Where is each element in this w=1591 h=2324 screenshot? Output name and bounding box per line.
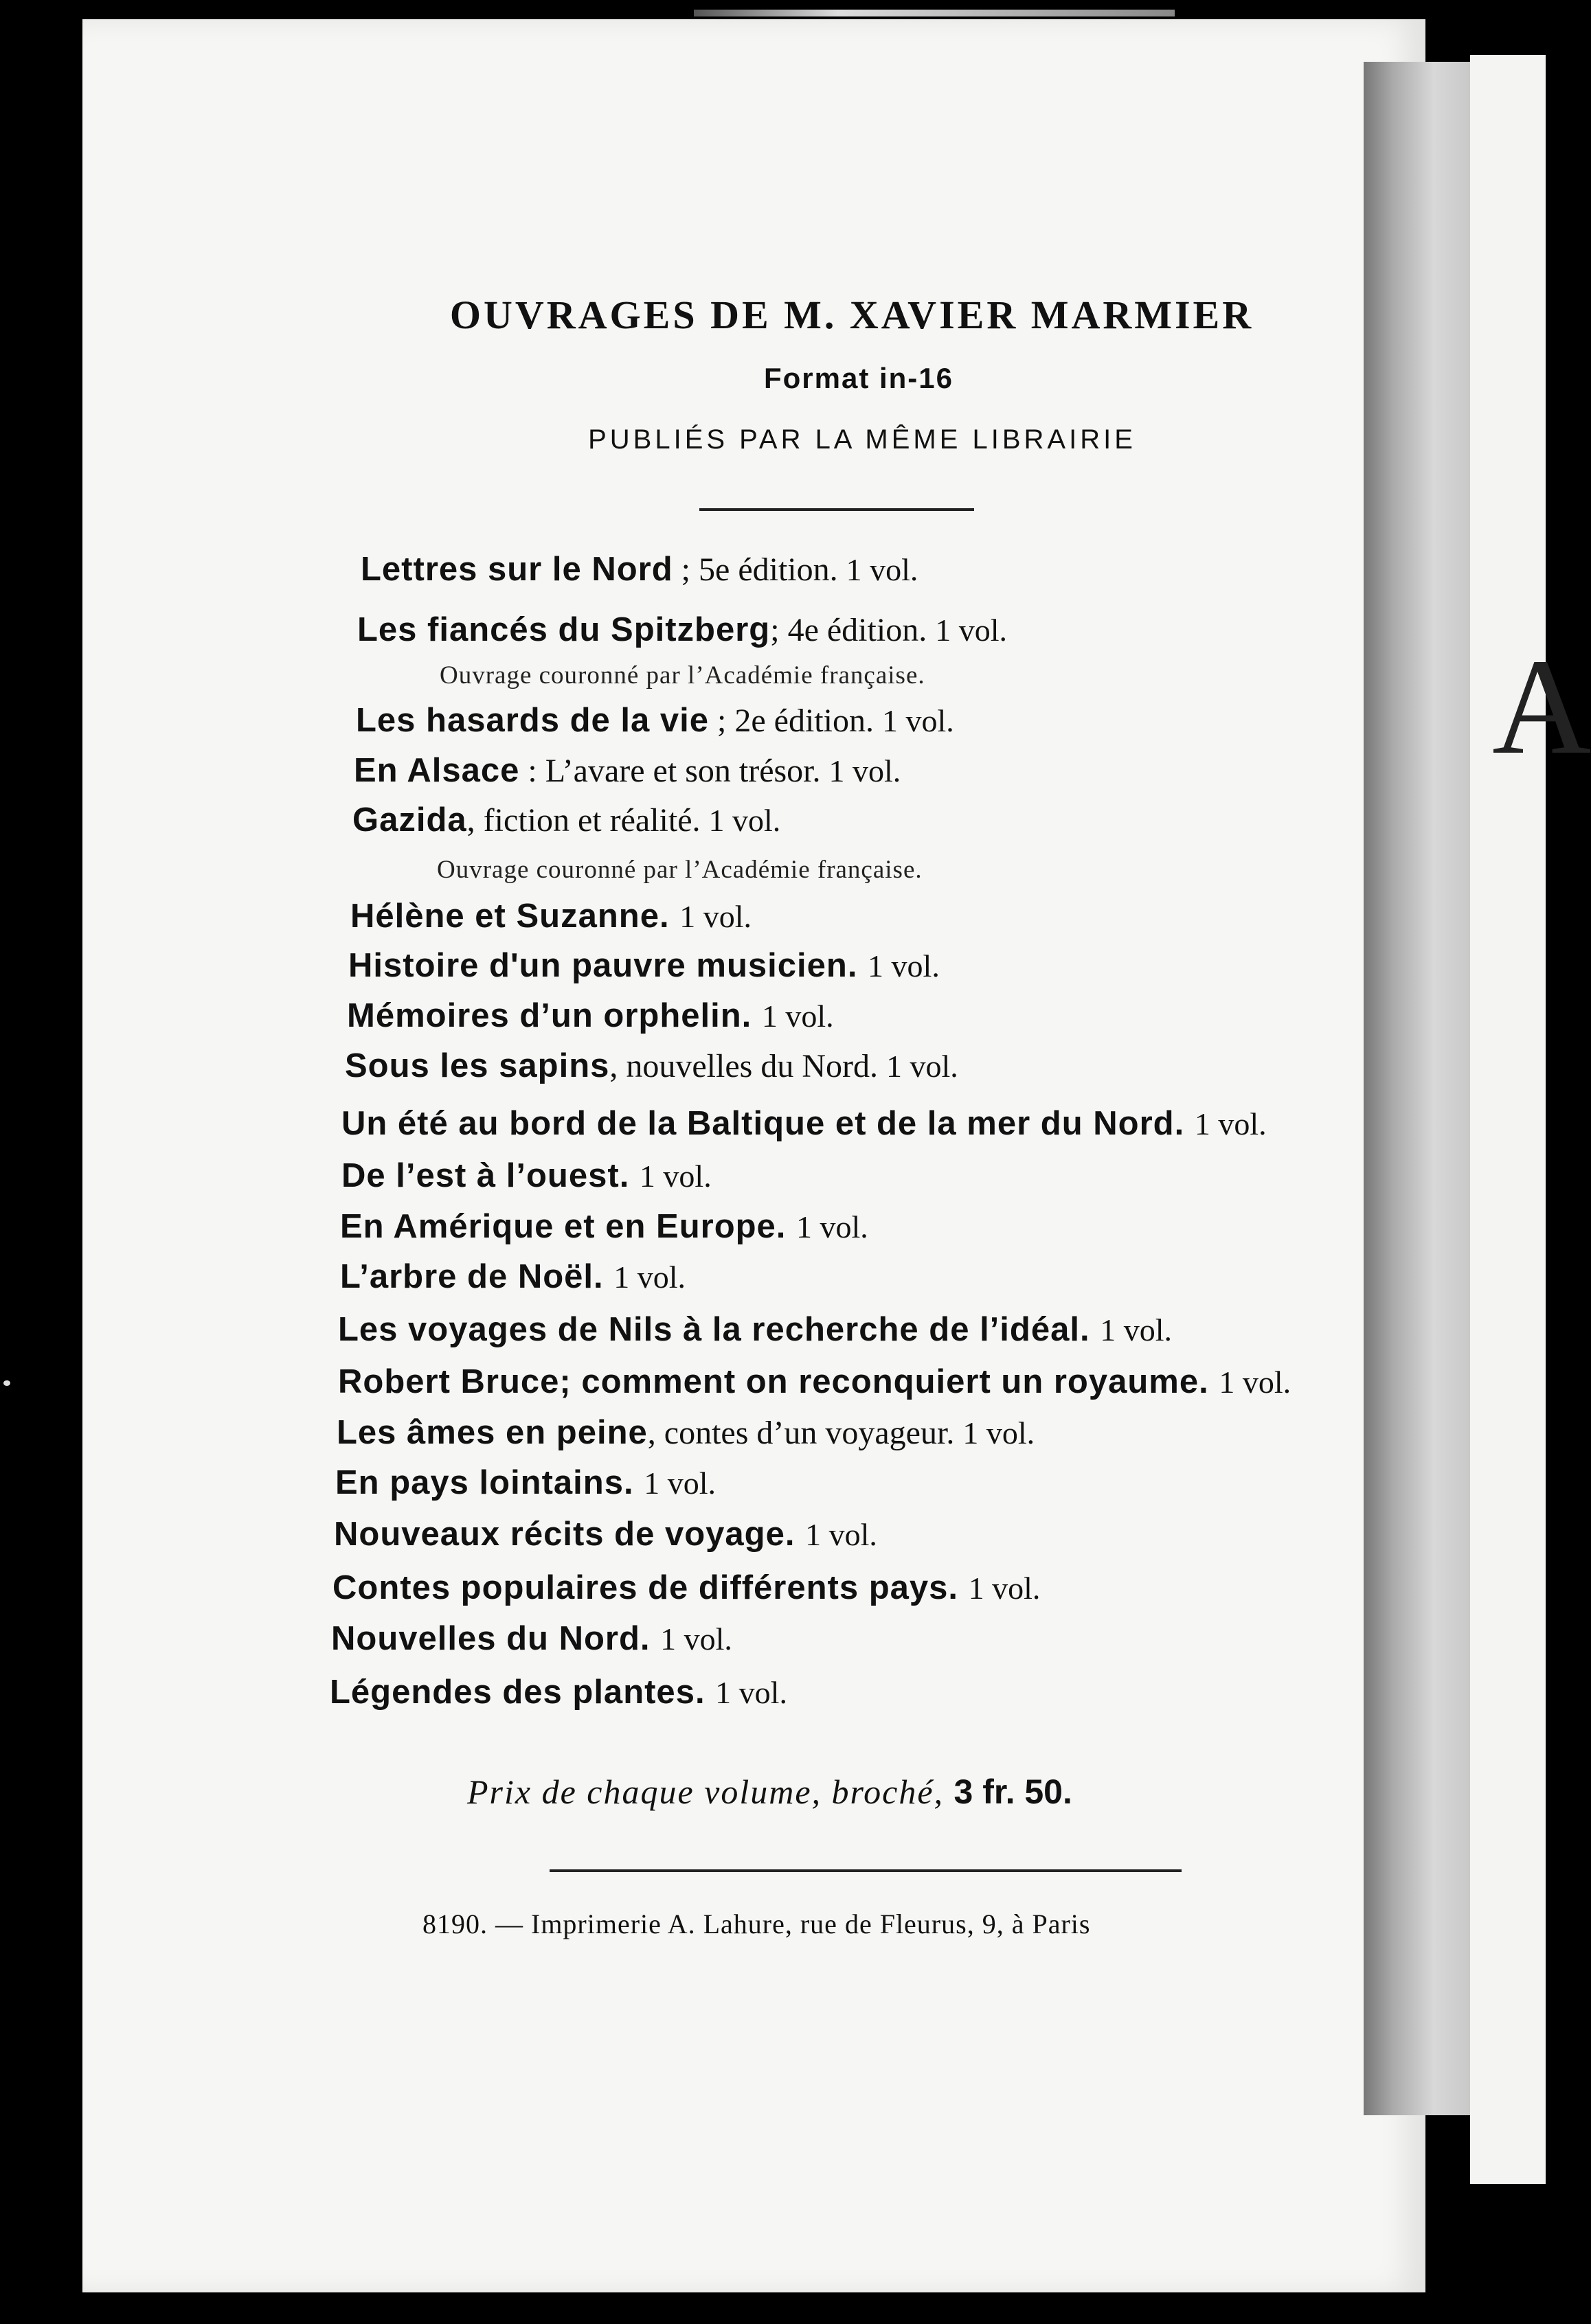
book-entry: Gazida, fiction et réalité. 1 vol. bbox=[352, 801, 781, 839]
book-entry: Hélène et Suzanne. 1 vol. bbox=[350, 898, 752, 935]
publisher-line: PUBLIÉS PAR LA MÊME LIBRAIRIE bbox=[588, 424, 1136, 455]
book-entry: Légendes des plantes. 1 vol. bbox=[330, 1674, 787, 1711]
book-entry: Nouvelles du Nord. 1 vol. bbox=[331, 1620, 732, 1657]
book-entry: Les âmes en peine, contes d’un voyageur. 1 vol. bbox=[337, 1414, 1035, 1451]
award-note: Ouvrage couronné par l’Académie française. bbox=[437, 856, 923, 884]
next-page-strip bbox=[1470, 55, 1546, 2184]
book-entry: En Alsace : L’avare et son trésor. 1 vol. bbox=[354, 752, 901, 789]
book-entry: Un été au bord de la Baltique et de la mer du Nord. 1 vol. bbox=[341, 1105, 1267, 1142]
price-amount: 3 fr. 50. bbox=[954, 1773, 1072, 1811]
award-note: Ouvrage couronné par l’Académie française. bbox=[440, 661, 925, 690]
scan-speck bbox=[3, 1380, 10, 1386]
printer-imprint: 8190. — Imprimerie A. Lahure, rue de Fleurus, 9, à Paris bbox=[422, 1909, 1091, 1939]
book-entry: Robert Bruce; comment on reconquiert un royaume. 1 vol. bbox=[338, 1363, 1291, 1400]
next-page-glyph: A bbox=[1492, 631, 1591, 783]
format-line: Format in-16 bbox=[763, 362, 954, 394]
catalog-title: OUVRAGES DE M. XAVIER MARMIER bbox=[449, 293, 1254, 337]
top-edge-shadow bbox=[694, 10, 1175, 16]
book-entry: Les voyages de Nils à la recherche de l’idéal. 1 vol. bbox=[338, 1311, 1172, 1348]
book-entry: Histoire d'un pauvre musicien. 1 vol. bbox=[348, 947, 940, 984]
book-entry: Contes populaires de différents pays. 1 vol. bbox=[332, 1569, 1041, 1606]
book-entry: Nouveaux récits de voyage. 1 vol. bbox=[334, 1516, 877, 1553]
book-entry: L’arbre de Noël. 1 vol. bbox=[340, 1258, 686, 1295]
book-entry: Lettres sur le Nord ; 5e édition. 1 vol. bbox=[361, 551, 918, 588]
price-line bbox=[467, 1772, 1072, 1812]
footer-divider bbox=[550, 1869, 1182, 1872]
book-entry: De l’est à l’ouest. 1 vol. bbox=[341, 1157, 712, 1194]
book-entry: En Amérique et en Europe. 1 vol. bbox=[340, 1208, 868, 1245]
price-label: Prix de chaque volume, broché, bbox=[467, 1773, 954, 1811]
page-edge-shadow bbox=[1364, 62, 1480, 2115]
header-divider bbox=[699, 508, 974, 511]
book-entry: Les hasards de la vie ; 2e édition. 1 vol. bbox=[356, 702, 954, 739]
book-entry: En pays lointains. 1 vol. bbox=[335, 1464, 716, 1501]
book-entry: Mémoires d’un orphelin. 1 vol. bbox=[347, 997, 834, 1034]
book-entry: Les fiancés du Spitzberg; 4e édition. 1 vol. bbox=[357, 611, 1007, 648]
book-entry: Sous les sapins, nouvelles du Nord. 1 vol. bbox=[345, 1047, 958, 1084]
book-page bbox=[82, 19, 1425, 2292]
